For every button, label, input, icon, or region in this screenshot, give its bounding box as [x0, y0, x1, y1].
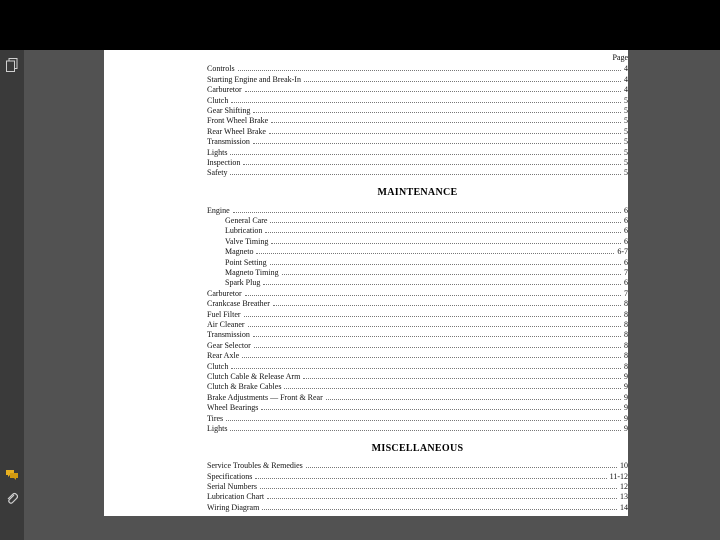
- toc-entry-label: Crankcase Breather: [207, 299, 270, 309]
- attachment-icon[interactable]: [3, 490, 21, 508]
- toc-entry-label: Air Cleaner: [207, 319, 245, 329]
- toc-entry-page: 6: [624, 216, 628, 226]
- toc-entry-page: 4: [624, 74, 628, 84]
- toc-entry-label: General Care: [225, 216, 268, 226]
- toc-entry-page: 5: [624, 147, 628, 157]
- toc-entry-label: Front Wheel Brake: [207, 116, 269, 126]
- dot-leader: [263, 284, 621, 285]
- dot-leader: [245, 295, 621, 296]
- toc-entry-page: 6: [624, 236, 628, 246]
- toc-entry-label: Clutch: [207, 361, 229, 371]
- toc-entry-page: 13: [620, 492, 628, 502]
- toc-entry-page: 6: [624, 205, 628, 215]
- dot-leader: [245, 91, 621, 92]
- section-heading: MAINTENANCE: [377, 187, 458, 199]
- dot-leader: [267, 498, 617, 499]
- toc-entry-page: 8: [624, 340, 628, 350]
- top-bar: [0, 0, 720, 50]
- dot-leader: [242, 357, 621, 358]
- dot-leader: [243, 164, 621, 165]
- toc-entry[interactable]: [207, 309, 628, 319]
- dot-leader: [253, 112, 621, 113]
- dot-leader: [255, 478, 606, 479]
- toc-entry-page: 8: [624, 330, 628, 340]
- toc-entry-page: 8: [624, 351, 628, 361]
- toc-entry[interactable]: [207, 74, 628, 84]
- toc-entry-label: Service Troubles & Remedies: [207, 461, 303, 471]
- toc-entry-label: Magneto: [225, 247, 254, 257]
- toc-entry[interactable]: [207, 85, 628, 95]
- toc-entry-label: Controls: [207, 64, 235, 74]
- dot-leader: [231, 102, 621, 103]
- toc-entry[interactable]: [207, 116, 628, 126]
- toc-entry-label: Transmission: [207, 330, 250, 340]
- toc-entry-label: Valve Timing: [225, 236, 269, 246]
- dot-leader: [244, 316, 621, 317]
- dot-leader: [269, 133, 621, 134]
- toc-entry-label: Tires: [207, 413, 224, 423]
- toc-entry-label: Fuel Filter: [207, 309, 241, 319]
- toc-entry[interactable]: [207, 147, 628, 157]
- toc-entry[interactable]: [207, 247, 628, 257]
- toc-entry[interactable]: [207, 482, 628, 492]
- toc-entry-page: 8: [624, 361, 628, 371]
- dot-leader: [304, 81, 621, 82]
- toc-entry-page: 6: [624, 278, 628, 288]
- dot-leader: [271, 243, 621, 244]
- toc-entry-label: Clutch: [207, 95, 229, 105]
- dot-leader: [254, 347, 621, 348]
- toc-entry-label: Wheel Bearings: [207, 403, 259, 413]
- toc-entry[interactable]: [207, 205, 628, 215]
- toc-entry-page: 9: [624, 371, 628, 381]
- toc-entry-page: 9: [624, 403, 628, 413]
- toc-entry-page: 9: [624, 423, 628, 433]
- toc-entry-label: Transmission: [207, 137, 250, 147]
- comment-icon[interactable]: [3, 466, 21, 484]
- dot-leader: [270, 264, 621, 265]
- toc-entry[interactable]: [207, 236, 628, 246]
- toc-entry-label: Magneto Timing: [225, 268, 279, 278]
- pages-icon[interactable]: [3, 56, 21, 74]
- toc-entry[interactable]: [207, 340, 628, 350]
- table-of-contents: [207, 50, 628, 513]
- toc-entry-label: Lubrication Chart: [207, 492, 265, 502]
- toc-entry-label: Gear Selector: [207, 340, 251, 350]
- toc-entry[interactable]: [207, 268, 628, 278]
- dot-leader: [248, 326, 621, 327]
- toc-entry[interactable]: [207, 216, 628, 226]
- toc-entry[interactable]: [207, 278, 628, 288]
- toc-entry-page: 5: [624, 105, 628, 115]
- toc-entry[interactable]: [207, 257, 628, 267]
- toc-entry[interactable]: [207, 137, 628, 147]
- dot-leader: [282, 274, 621, 275]
- toc-entry[interactable]: [207, 299, 628, 309]
- toc-entry[interactable]: [207, 95, 628, 105]
- toc-entry-label: Specifications: [207, 471, 253, 481]
- toc-entry[interactable]: [207, 502, 628, 512]
- toc-entry-page: 5: [624, 126, 628, 136]
- toc-entry-label: Engine: [207, 205, 230, 215]
- toc-entry-label: Lubrication: [225, 226, 263, 236]
- dot-leader: [306, 467, 617, 468]
- toc-entry-page: 5: [624, 95, 628, 105]
- dot-leader: [231, 368, 621, 369]
- dot-leader: [253, 336, 621, 337]
- toc-entry[interactable]: [207, 226, 628, 236]
- dot-leader: [261, 409, 621, 410]
- toc-entry[interactable]: [207, 382, 628, 392]
- toc-entry[interactable]: [207, 461, 628, 471]
- dot-leader: [238, 70, 621, 71]
- toc-entry[interactable]: [207, 351, 628, 361]
- toc-entry-label: Spark Plug: [225, 278, 261, 288]
- toc-entry-page: 4: [624, 64, 628, 74]
- toc-entry-page: 7: [624, 288, 628, 298]
- toc-entry[interactable]: [207, 158, 628, 168]
- dot-leader: [270, 222, 621, 223]
- toc-entry-label: Inspection: [207, 157, 241, 167]
- toc-entry[interactable]: [207, 288, 628, 298]
- dot-leader: [256, 253, 614, 254]
- toc-entry[interactable]: [207, 392, 628, 402]
- document-page: [104, 50, 628, 516]
- dot-leader: [230, 174, 621, 175]
- document-viewer[interactable]: [24, 50, 720, 540]
- dot-leader: [260, 488, 617, 489]
- toc-entry-page: 14: [620, 502, 628, 512]
- dot-leader: [271, 122, 621, 123]
- toc-entry[interactable]: [207, 492, 628, 502]
- toc-entry-page: 9: [624, 392, 628, 402]
- toc-entry[interactable]: [207, 403, 628, 413]
- toc-entry[interactable]: [207, 372, 628, 382]
- toc-entry-label: Carburetor: [207, 288, 242, 298]
- toc-entry-page: 4: [624, 85, 628, 95]
- toc-entry[interactable]: [207, 471, 628, 481]
- toc-entry-page: 6: [624, 226, 628, 236]
- toc-entry[interactable]: [207, 64, 628, 74]
- toc-entry-label: Clutch Cable & Release Arm: [207, 371, 301, 381]
- navigation-sidebar: [0, 50, 24, 540]
- toc-entry-page: 8: [624, 309, 628, 319]
- dot-leader: [233, 212, 621, 213]
- toc-entry-label: Lights: [207, 147, 228, 157]
- toc-entry-page: 7: [624, 268, 628, 278]
- dot-leader: [226, 420, 621, 421]
- dot-leader: [253, 143, 621, 144]
- dot-leader: [230, 430, 621, 431]
- toc-entry[interactable]: [207, 330, 628, 340]
- toc-entry-page: 9: [624, 382, 628, 392]
- dot-leader: [326, 399, 621, 400]
- toc-entry-label: Brake Adjustments — Front & Rear: [207, 392, 323, 402]
- toc-entry[interactable]: [207, 320, 628, 330]
- toc-entry-label: Point Setting: [225, 257, 267, 267]
- toc-entry-page: 8: [624, 299, 628, 309]
- dot-leader: [303, 378, 621, 379]
- toc-entry-label: Gear Shifting: [207, 105, 251, 115]
- toc-entry-page: 6: [624, 257, 628, 267]
- toc-entry[interactable]: [207, 126, 628, 136]
- toc-entry[interactable]: [207, 106, 628, 116]
- toc-entry-label: Clutch & Brake Cables: [207, 382, 282, 392]
- dot-leader: [230, 154, 621, 155]
- toc-entry-page: 11-12: [609, 471, 628, 481]
- dot-leader: [284, 388, 621, 389]
- toc-entry-page: 9: [624, 413, 628, 423]
- toc-entry-label: Serial Numbers: [207, 482, 257, 492]
- section-heading: MISCELLANEOUS: [371, 442, 464, 454]
- toc-entry[interactable]: [207, 361, 628, 371]
- toc-entry-label: Carburetor: [207, 85, 242, 95]
- dot-leader: [262, 509, 617, 510]
- toc-entry-label: Starting Engine and Break-In: [207, 74, 301, 84]
- toc-entry-label: Wiring Diagram: [207, 502, 260, 512]
- toc-entry-page: 10: [620, 461, 628, 471]
- page-column-header: Page: [612, 53, 628, 62]
- toc-entry-label: Lights: [207, 423, 228, 433]
- toc-entry[interactable]: [207, 168, 628, 178]
- toc-entry-page: 5: [624, 168, 628, 178]
- toc-entry-label: Safety: [207, 168, 228, 178]
- toc-entry-page: 8: [624, 319, 628, 329]
- toc-entry[interactable]: [207, 424, 628, 434]
- toc-entry[interactable]: [207, 413, 628, 423]
- toc-entry-page: 12: [620, 482, 628, 492]
- toc-entry-page: 5: [624, 157, 628, 167]
- toc-entry-page: 5: [624, 137, 628, 147]
- toc-entry-label: Rear Axle: [207, 351, 240, 361]
- toc-entry-page: 6-7: [617, 247, 628, 257]
- toc-entry-page: 5: [624, 116, 628, 126]
- dot-leader: [265, 232, 621, 233]
- dot-leader: [273, 305, 621, 306]
- toc-entry-label: Rear Wheel Brake: [207, 126, 266, 136]
